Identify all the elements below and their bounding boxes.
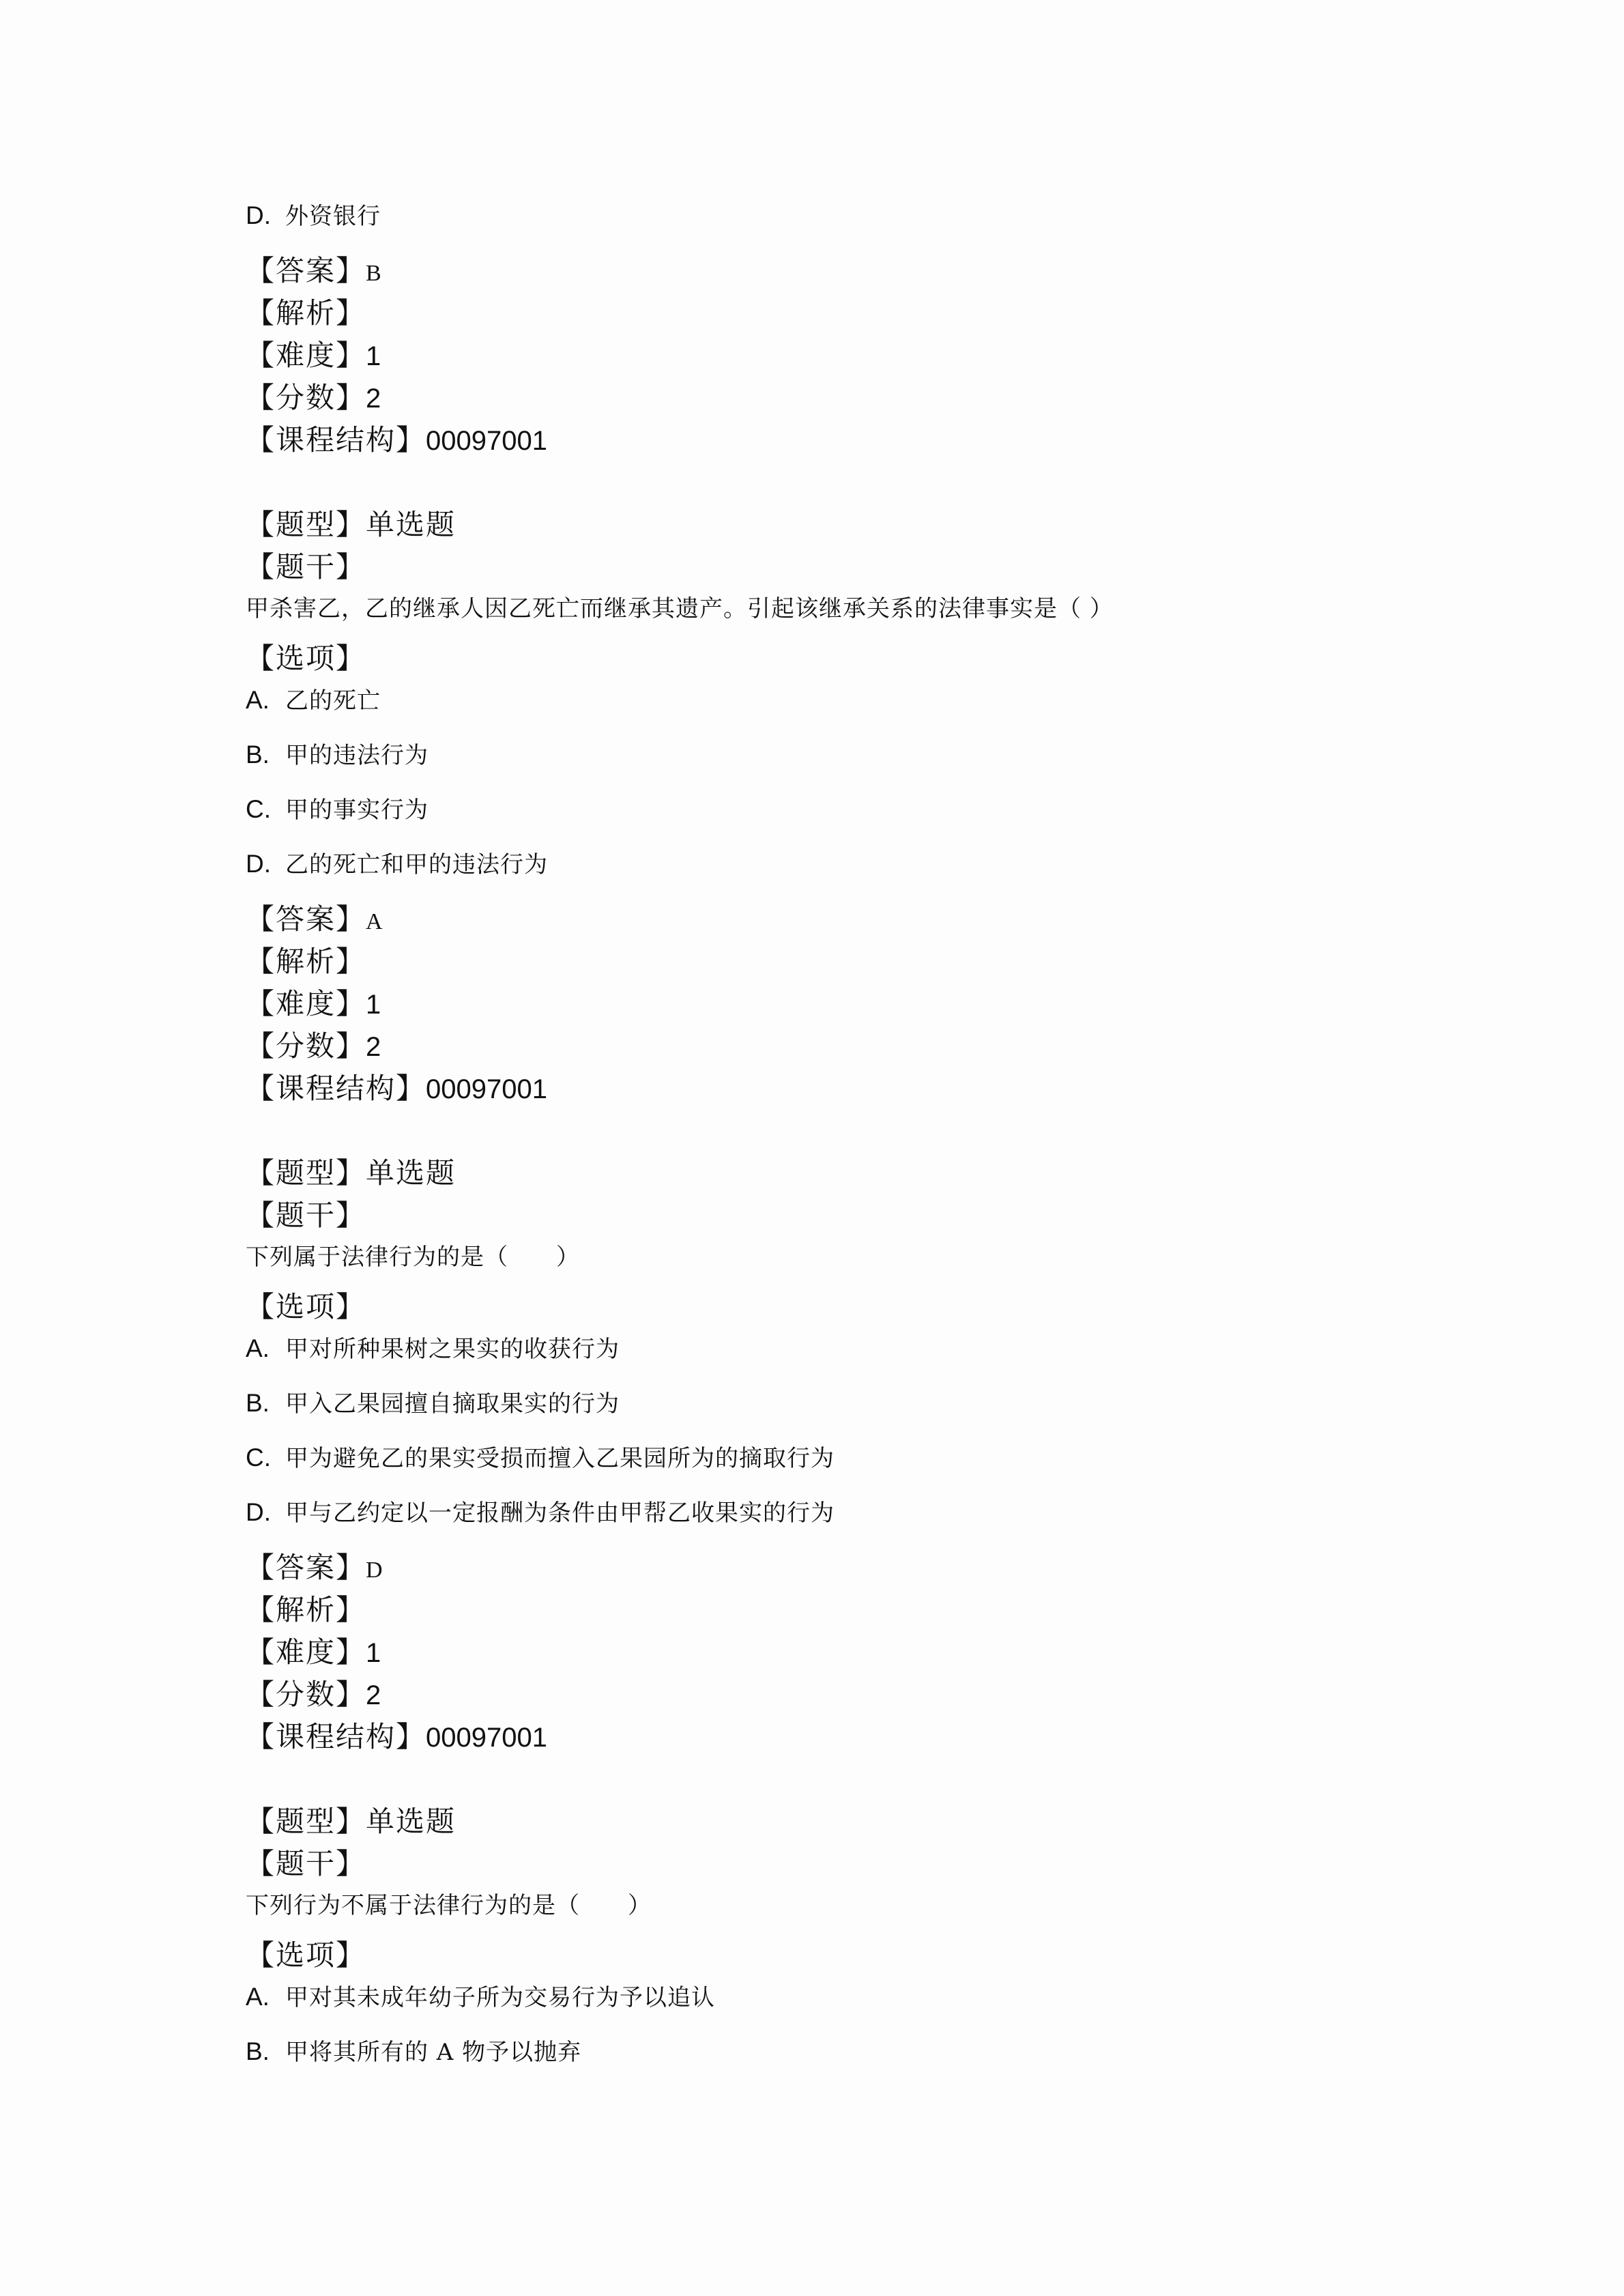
course-label: 【课程结构】	[246, 423, 426, 457]
options-label: 【选项】	[246, 1938, 366, 1972]
course-value: 00097001	[426, 426, 547, 456]
score-field	[246, 377, 1419, 419]
option-row	[246, 2031, 1419, 2086]
option-text: 甲的事实行为	[285, 797, 429, 824]
course-label: 【课程结构】	[246, 1072, 426, 1105]
option-row	[246, 789, 1419, 844]
stem-label: 【题干】	[246, 550, 366, 584]
answer-value: B	[366, 261, 381, 286]
difficulty-label: 【难度】	[246, 339, 366, 372]
type-field	[246, 1800, 1419, 1843]
options-field	[246, 637, 1419, 680]
option-text: 甲将其所有的 A 物予以抛弃	[285, 2039, 582, 2066]
option-text: 甲对其未成年幼子所为交易行为予以追认	[285, 1984, 715, 2011]
analysis-field	[246, 941, 1419, 983]
option-text: 甲与乙约定以一定报酬为条件由甲帮乙收果实的行为	[285, 1499, 835, 1527]
analysis-label: 【解析】	[246, 1593, 366, 1626]
document-page	[246, 195, 1419, 2086]
option-text: 甲入乙果园擅自摘取果实的行为	[285, 1390, 620, 1418]
answer-value: A	[366, 909, 383, 934]
difficulty-field	[246, 983, 1419, 1025]
option-letter: B.	[246, 2037, 270, 2065]
question-block	[246, 1800, 1419, 2086]
option-letter: D.	[246, 1498, 271, 1526]
answer-label: 【答案】	[246, 1551, 366, 1584]
difficulty-label: 【难度】	[246, 987, 366, 1020]
type-value: 单选题	[366, 1156, 456, 1190]
answer-field	[246, 898, 1419, 941]
analysis-field	[246, 1589, 1419, 1631]
options-field	[246, 1286, 1419, 1328]
option-row	[246, 734, 1419, 789]
difficulty-value: 1	[366, 1638, 381, 1668]
score-label: 【分数】	[246, 1029, 366, 1063]
question-stem: 下列行为不属于法律行为的是（ ）	[246, 1892, 652, 1919]
option-row	[246, 844, 1419, 898]
type-label: 【题型】	[246, 508, 366, 541]
answer-field	[246, 1547, 1419, 1589]
question-stem: 下列属于法律行为的是（ ）	[246, 1244, 580, 1271]
answer-label: 【答案】	[246, 254, 366, 287]
option-letter: B.	[246, 741, 270, 769]
course-value: 00097001	[426, 1074, 547, 1104]
type-value: 单选题	[366, 508, 456, 541]
analysis-label: 【解析】	[246, 296, 366, 330]
type-field	[246, 504, 1419, 546]
option-text: 甲为避免乙的果实受损而擅入乙果园所为的摘取行为	[285, 1445, 835, 1472]
course-value: 00097001	[426, 1723, 547, 1753]
score-field	[246, 1674, 1419, 1716]
score-value: 2	[366, 1680, 381, 1710]
option-letter: A.	[246, 1983, 270, 2011]
course-field	[246, 1716, 1419, 1758]
answer-value: D	[366, 1558, 383, 1583]
option-row	[246, 1437, 1419, 1492]
question-block	[246, 504, 1419, 1110]
question-stem: 甲杀害乙，乙的继承人因乙死亡而继承其遗产。引起该继承关系的法律事实是（ ）	[246, 595, 1114, 622]
option-letter: C.	[246, 1444, 271, 1472]
option-row	[246, 1328, 1419, 1383]
course-field	[246, 1067, 1419, 1110]
options-field	[246, 1934, 1419, 1977]
type-value: 单选题	[366, 1805, 456, 1838]
option-letter: A.	[246, 686, 270, 714]
stem-field	[246, 546, 1419, 588]
score-field	[246, 1025, 1419, 1067]
stem-label: 【题干】	[246, 1199, 366, 1232]
stem-field	[246, 1843, 1419, 1885]
option-letter: B.	[246, 1389, 270, 1417]
score-label: 【分数】	[246, 1678, 366, 1711]
score-value: 2	[366, 384, 381, 414]
option-row	[246, 1492, 1419, 1547]
option-row	[246, 1383, 1419, 1437]
analysis-label: 【解析】	[246, 945, 366, 978]
option-row	[246, 195, 1419, 250]
difficulty-value: 1	[366, 990, 381, 1020]
score-label: 【分数】	[246, 381, 366, 414]
stem-field	[246, 1194, 1419, 1237]
options-label: 【选项】	[246, 642, 366, 675]
option-letter: C.	[246, 795, 271, 823]
question-block	[246, 1152, 1419, 1758]
answer-field	[246, 250, 1419, 292]
difficulty-label: 【难度】	[246, 1635, 366, 1669]
option-text: 乙的死亡和甲的违法行为	[285, 851, 548, 878]
option-letter: D.	[246, 201, 271, 229]
option-row	[246, 1977, 1419, 2031]
options-label: 【选项】	[246, 1290, 366, 1323]
score-value: 2	[366, 1032, 381, 1062]
type-label: 【题型】	[246, 1156, 366, 1190]
type-label: 【题型】	[246, 1805, 366, 1838]
option-text: 乙的死亡	[285, 687, 381, 715]
course-label: 【课程结构】	[246, 1720, 426, 1753]
option-letter: D.	[246, 850, 271, 878]
stem-label: 【题干】	[246, 1847, 366, 1880]
difficulty-field	[246, 334, 1419, 377]
option-text: 甲对所种果树之果实的收获行为	[285, 1336, 620, 1363]
course-field	[246, 419, 1419, 461]
option-text: 甲的违法行为	[285, 742, 429, 769]
option-letter: A.	[246, 1334, 270, 1362]
type-field	[246, 1152, 1419, 1194]
analysis-field	[246, 292, 1419, 334]
option-row	[246, 680, 1419, 734]
difficulty-field	[246, 1631, 1419, 1674]
option-text: 外资银行	[285, 203, 381, 230]
answer-label: 【答案】	[246, 902, 366, 936]
difficulty-value: 1	[366, 341, 381, 371]
